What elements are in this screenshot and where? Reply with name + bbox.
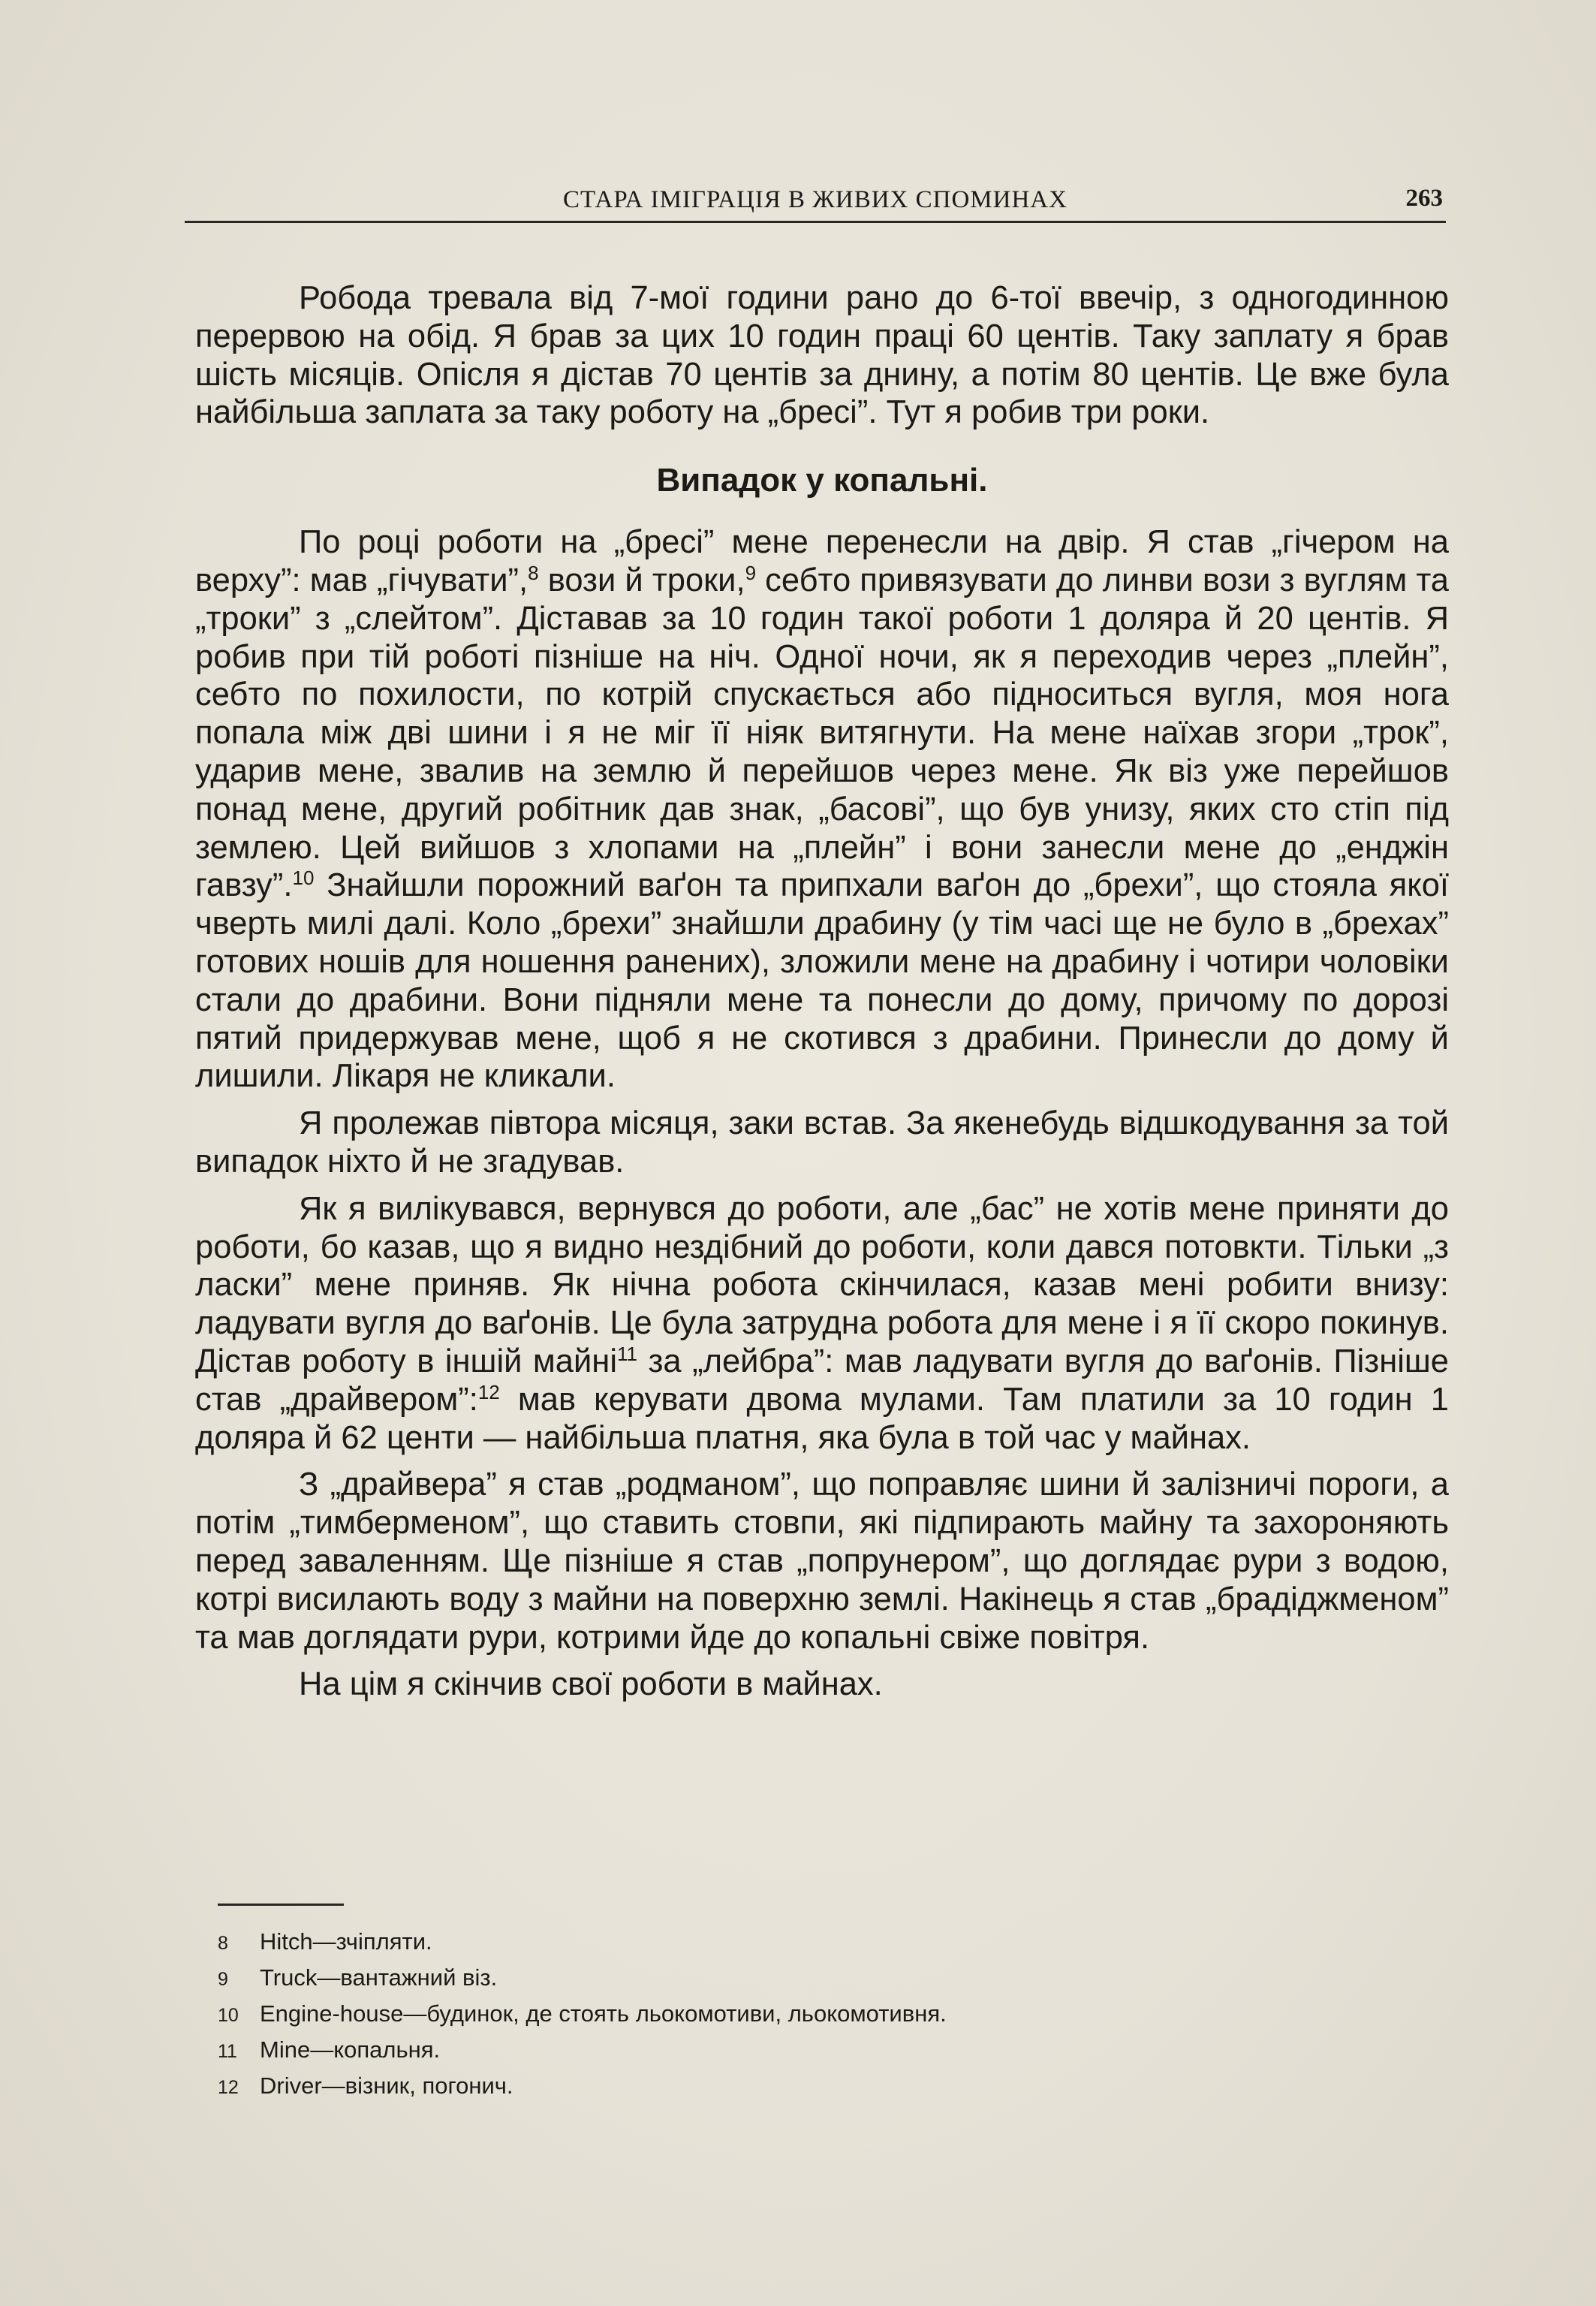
paragraph-4-part-b: за „лейбра”: мав ладувати вугля до ваґонів. Пізніше став „драйвером”:	[195, 1343, 1449, 1418]
paragraph-5: З „драйвера” я став „родманом”, що поправляє шини й залізничі пороги, а потім „тимберменом”, що ставить стовпи, які підпирають майну та захороняють перед заваленням. Ще пізніше я став „попрунером”, що доглядає рури з водою, котрі висилають воду з майни на поверхню землі. Накінець я став „брадіджменом” та мав доглядати рури, котрими йде до копальні свіже повітря.	[195, 1466, 1449, 1656]
footnote-number: 12	[218, 2077, 239, 2098]
footnote-text: Truck—вантажний віз.	[260, 1964, 498, 1991]
footnote-ref-12: 12	[477, 1380, 500, 1403]
footnote-text: Driver—візник, погонич.	[260, 2072, 513, 2099]
running-title: СТАРА ІМІГРАЦІЯ В ЖИВИХ СПОМИНАХ	[563, 186, 1068, 213]
main-text	[195, 279, 1449, 1704]
paragraph-2	[195, 523, 1449, 1096]
footnote-ref-8: 8	[528, 561, 539, 584]
footnotes	[218, 1925, 1344, 2105]
page-number: 263	[1405, 185, 1443, 212]
footnote	[218, 1925, 1344, 1961]
footnote-divider	[218, 1904, 344, 1906]
footnote-ref-9: 9	[745, 561, 757, 584]
paragraph-2-part-a: По році роботи на „бресі” мене перенесли на двір. Я став „гічером на верху”: мав „гічувати”,	[195, 524, 1449, 598]
paragraph-2-part-b: вози й троки,	[538, 562, 745, 598]
paragraph-2-part-c: себто привязувати до линви вози з вуглям та „троки” з „слейтом”. Діставав за 10 годин такої роботи 1 доляра й 20 центів. Я робив при тій роботі пізніше на ніч. Одної ночи, як я переходив через „плейн”, себто по похилости, по котрій спускається або підноситься вугля, моя нога попала між дві шини і я не міг її ніяк витягнути. На мене наїхав згори „трок”, ударив мене, звалив на землю й перейшов через мене. Як віз уже перейшов понад мене, другий робітник дав знак, „басові”, що був унизу, яких сто стіп під землею. Цей вийшов з хлопами на „плейн” і вони занесли мене до „енджін гавзу”.	[195, 562, 1449, 904]
footnote-number: 9	[218, 1969, 228, 1990]
footnote	[218, 1997, 1344, 2033]
footnote	[218, 2033, 1344, 2069]
footnote-text: Hitch—зчіпляти.	[260, 1928, 432, 1955]
paragraph-4	[195, 1190, 1449, 1457]
footnote-text: Mine—копальня.	[260, 2036, 441, 2063]
paragraph-6: На цім я скінчив свої роботи в майнах.	[299, 1666, 883, 1703]
paragraph-2-part-d: Знайшли порожний ваґон та припхали ваґон до „брехи”, що стояла якої чверть милі далі. Коло „брехи” знайшли драбину (у тім часі ще не було в „брехах” готових ношів для ношення ранених), зложили мене на драбину і чотири чоловіки стали до драбини. Вони підняли мене та понесли до дому, причому по дорозі пятий придержував мене, щоб я не скотився з драбини. Принесли до дому й лишили. Лікаря не кликали.	[195, 867, 1449, 1095]
section-heading: Випадок у копальні.	[656, 462, 988, 499]
paragraph-1: Робода тревала від 7-мої години рано до 6-тої ввечір, з одногодинною перервою на обід. Я брав за цих 10 годин праці 60 центів. Таку заплату я брав шість місяців. Опісля я дістав 70 центів за днину, а потім 80 центів. Це вже була найбільша заплата за таку роботу на „бресі”. Тут я робив три роки.	[195, 280, 1449, 431]
footnote	[218, 2069, 1344, 2105]
paragraph-4-part-a: Як я вилікувався, вернувся до роботи, але „бас” не хотів мене приняти до роботи, бо казав, що я видно нездібний до роботи, коли дався потовкти. Тільки „з ласки” мене приняв. Як нічна робота скінчилася, казав мені робити внизу: ладувати вугля до ваґонів. Це була затрудна робота для мене і я її скоро покинув. Дістав роботу в іншій майні	[195, 1190, 1449, 1379]
footnote	[218, 1961, 1344, 1997]
paragraph-3: Я пролежав півтора місяця, заки встав. За якенебудь відшкодування за той випадок ніхто й не згадував.	[195, 1105, 1449, 1180]
paragraph-4-part-c: мав керувати двома мулами. Там платили за 10 годин 1 доляра й 62 центи — найбільша платня, яка була в той час у майнах.	[195, 1381, 1449, 1456]
footnote-number: 11	[218, 2041, 237, 2062]
footnote-ref-11: 11	[617, 1342, 637, 1365]
running-header	[185, 182, 1446, 223]
footnote-number: 10	[218, 2005, 239, 2026]
footnote-text: Engine-house—будинок, де стоять льокомотиви, льокомотивня.	[260, 2000, 947, 2027]
footnote-number: 8	[218, 1933, 228, 1954]
footnote-ref-10: 10	[292, 867, 315, 890]
